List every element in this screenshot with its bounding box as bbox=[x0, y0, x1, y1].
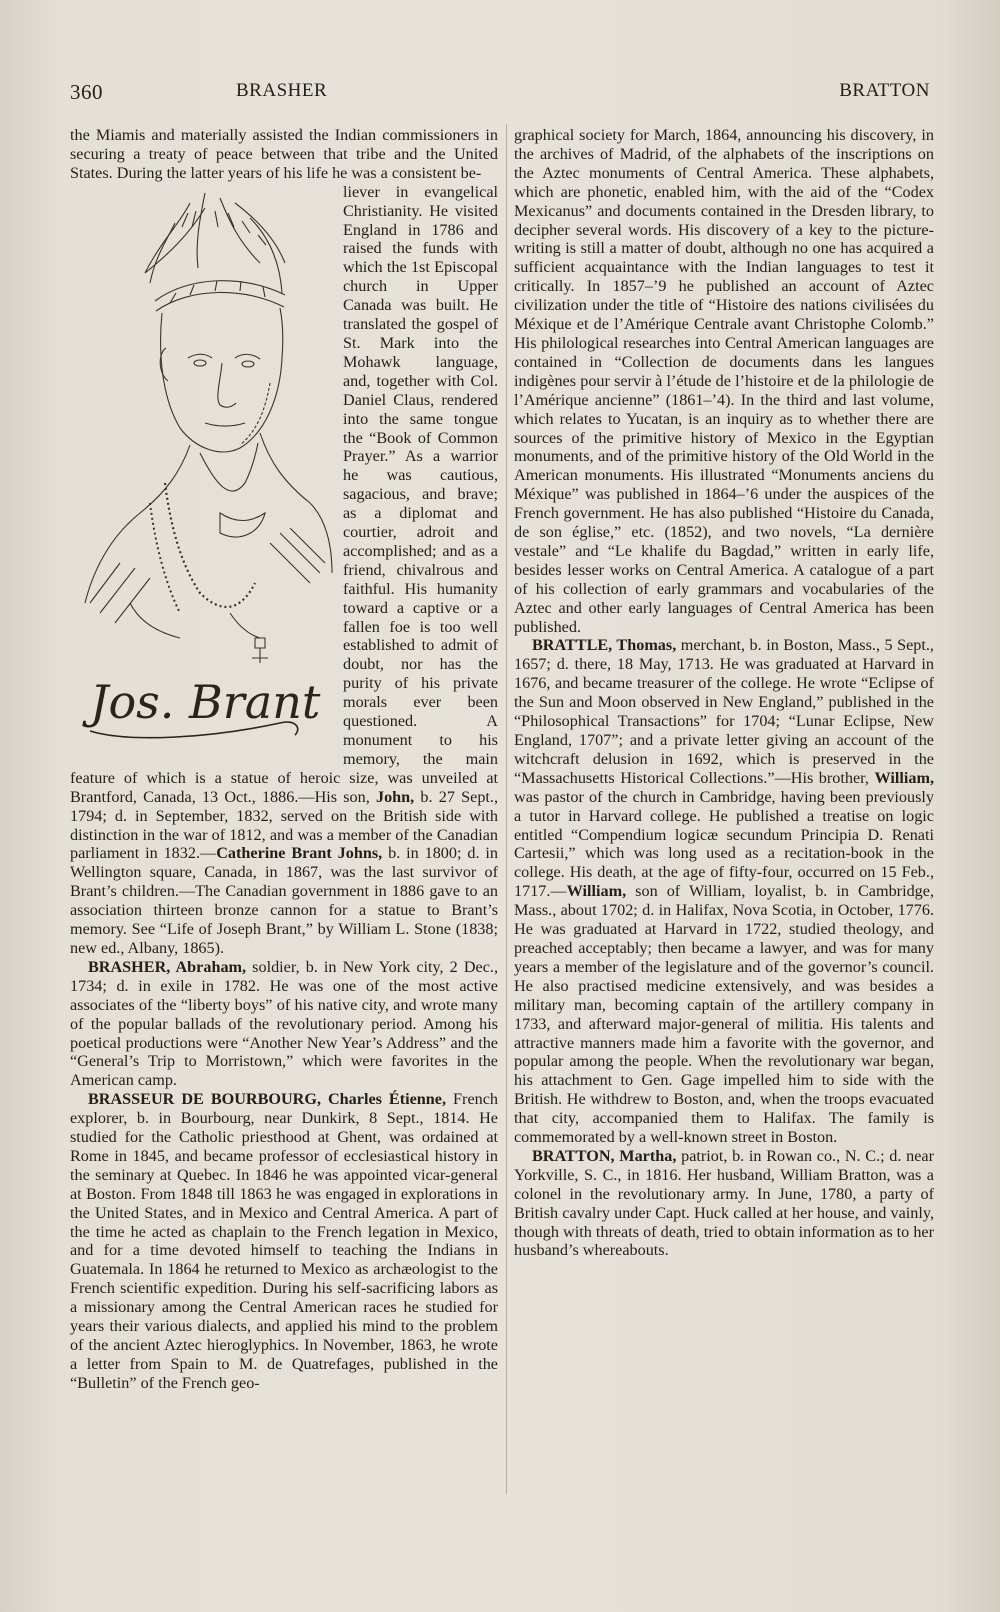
left-column bbox=[70, 126, 498, 1393]
name-catherine: Catherine Brant Johns, bbox=[216, 844, 383, 863]
headword-bratton: BRATTON, Martha, bbox=[532, 1146, 677, 1165]
column-divider bbox=[506, 124, 507, 1494]
header-right-title: BRATTON bbox=[839, 80, 930, 101]
headword-brattle: BRATTLE, Thomas, bbox=[532, 636, 677, 655]
svg-text:Jos. Brant: Jos. Brant bbox=[90, 674, 321, 729]
brant-signature bbox=[82, 675, 321, 738]
header-left-title: BRASHER bbox=[236, 80, 328, 101]
entry-bratton: BRATTON, Martha, patriot, b. in Rowan co., N. C.; d. near Yorkville, S. C., in 1816. Her husband, William Bratton, was a colonel in the revolutionary army. In June, 1780, a party of British cavalry under Capt. Huck called at her house, and vainly, though with threats of death, tried to obtain information as to her husband’s whereabouts. bbox=[514, 1146, 934, 1260]
portrait-svg bbox=[70, 183, 335, 758]
name-john: John, bbox=[375, 787, 415, 806]
right-column bbox=[514, 126, 934, 1260]
paragraph-brant-intro: the Miamis and materially assisted the Indian commissioners in securing a treaty of peace between that tribe and the United States. During the latter years of his life he was a consistent be- bbox=[70, 126, 498, 182]
paragraph-brant-career: liever in evangelical Christianity. He visited England in 1786 and raised the funds with which the 1st Episcopal church in Upper Canada was built. He translated the gospel of St. Mark into the Mohawk language, and, together with Col. Daniel Claus, rendered into the same tongue the “Book of Common Prayer.” As a warrior he was cautious, sagacious, and brave; as a diplomat and courtier, adroit and accomplished; and as a friend, chivalrous and faithful. His humanity toward a captive or a fallen foe is too well established to admit of doubt, nor has the purity of his private morals ever been questioned. A monument to his memory, the main feature of which is a statue of heroic size, was unveiled at Brantford, Canada, 13 Oct., 1886.—His son, John, b. 27 Sept., 1794; d. in September, 1832, served on the British side with distinction in the war of 1812, and was a member of the Canadian parliament in 1832.—Catherine Brant Johns, b. in 1800; d. in Wellington square, Canada, in 1867, was the last survivor of Brant’s children.—The Canadian government in 1886 gave to an association thirteen bronze cannon for a statue to Brant’s memory. See “Life of Joseph Brant,” by William L. Stone (1838; new ed., Albany, 1865). bbox=[70, 182, 498, 957]
page-number: 360 bbox=[70, 80, 103, 104]
running-header bbox=[70, 80, 930, 106]
headword-brasher: BRASHER, Abraham, bbox=[88, 957, 247, 976]
entry-brasher: BRASHER, Abraham, soldier, b. in New York city, 2 Dec., 1734; d. in exile in 1782. He was one of the most active associates of the “liberty boys” of his native city, and wrote many of the popular ballads of the revolutionary period. Among his poetical productions were “Another New Year’s Address” and the “General’s Trip to Morristown,” which were favorites in the American camp. bbox=[70, 957, 498, 1090]
name-william-loyalist: William, bbox=[566, 882, 627, 901]
paragraph-brasseur-cont: graphical society for March, 1864, announcing his discovery, in the archives of Madrid, of the alphabets of the inscriptions on the Aztec monuments of Central America. These alphabets, which are phonetic, enabled him, with the aid of the “Codex Mexicanus” and documents contained in the Dresden library, to decipher several words. His discovery of a key to the picture-writing is still a matter of doubt, although no one has acquired a sufficient acquaintance with the Indian languages to test it critically. In 1857–’9 he published an account of Aztec civilization under the title of “Histoire des nations civilisées du Méxique et de l’Amérique Centrale avant Christophe Colomb.” His philological researches into Central American languages are contained in “Collection de documents dans les langues indigènes pour servir à l’étude de l’histoire et de la philologie de l’Amérique ancienne” (1861–’4). In the third and last volume, which relates to Yucatan, is an inquiry as to whether there are sources of the primitive history of Mexico in the Egyptian monuments, and of the primitive history of the Old World in the American monuments. His illustrated “Monuments anciens du Méxique” was published in 1864–’6 under the auspices of the French government. He has also published “Histoire du Canada, de son église,” etc. (1852), and two novels, “La dernière vestale” and “Le khalife du Bagdad,” written in early life, besides lesser works on Central America. A catalogue of a part of his collection of early grammars and vocabularies of the Aztec and other early languages of Central America has been published. bbox=[514, 126, 934, 636]
entry-brattle: BRATTLE, Thomas, merchant, b. in Boston, Mass., 5 Sept., 1657; d. there, 18 May, 1713. He was graduated at Harvard in 1676, and became treasurer of the college. He wrote “Eclipse of the Sun and Moon observed in New England,” published in the “Philosophical Transactions” for 1704; “Lunar Eclipse, New England, 1707”; and a private letter giving an account of the witchcraft delusion in 1692, which is preserved in the “Massachusetts Historical Collections.”—His brother, William, was pastor of the church in Cambridge, having been previously a tutor in Harvard college. He published a treatise on logic entitled “Compendium logicæ secundum Principia D. Renati Cartesii,” which was long used as a recitation-book in the college. His death, at the age of fifty-four, occurred on 15 Feb., 1717.—William, son of William, loyalist, b. in Cambridge, Mass., about 1702; d. in Halifax, Nova Scotia, in October, 1776. He was graduated at Harvard in 1722, studied theology, and preached acceptably; then became a lawyer, and was for many years a member of the legislature and of the governor’s council. He also practised medicine extensively, and was besides a military man, becoming captain of the artillery company in 1733, and afterward major-general of militia. His talents and attractive manners made him a favorite with the governor, and popular among the people. When the revolutionary war began, his attachment to Gen. Gage impelled him to side with the British. He withdrew to Boston, and, when the troops evacuated that city, accompanied them to Halifax. The family is commemorated by a well-known street in Boston. bbox=[514, 636, 934, 1147]
name-william: William, bbox=[874, 768, 934, 787]
entry-brasseur: BRASSEUR DE BOURBOURG, Charles Étienne, French explorer, b. in Bourbourg, near Dunkirk, 8 Sept., 1814. He studied for the Catholic priesthood at Ghent, was ordained at Rome in 1845, and became professor of ecclesiastical history in the seminary at Quebec. In 1846 he was appointed vicar-general at Boston. From 1848 till 1863 he was engaged in explorations in the United States, and in Mexico and Central America. A part of the time he acted as chaplain to the French legation in Mexico, and for a time devoted himself to teaching the Indians in Guatemala. In 1864 he returned to Mexico as archæologist to the French scientific expedition. During his self-sacrificing labors as a missionary among the Central American races he studied for years their various dialects, and applied his mind to the problem of the ancient Aztec hieroglyphics. In November, 1863, he wrote a letter from Spain to M. de Quatrefages, published in the “Bulletin” of the French geo- bbox=[70, 1090, 498, 1392]
brant-portrait-engraving bbox=[70, 183, 335, 758]
headword-brasseur: BRASSEUR DE BOURBOURG, Charles Étienne, bbox=[88, 1090, 447, 1109]
